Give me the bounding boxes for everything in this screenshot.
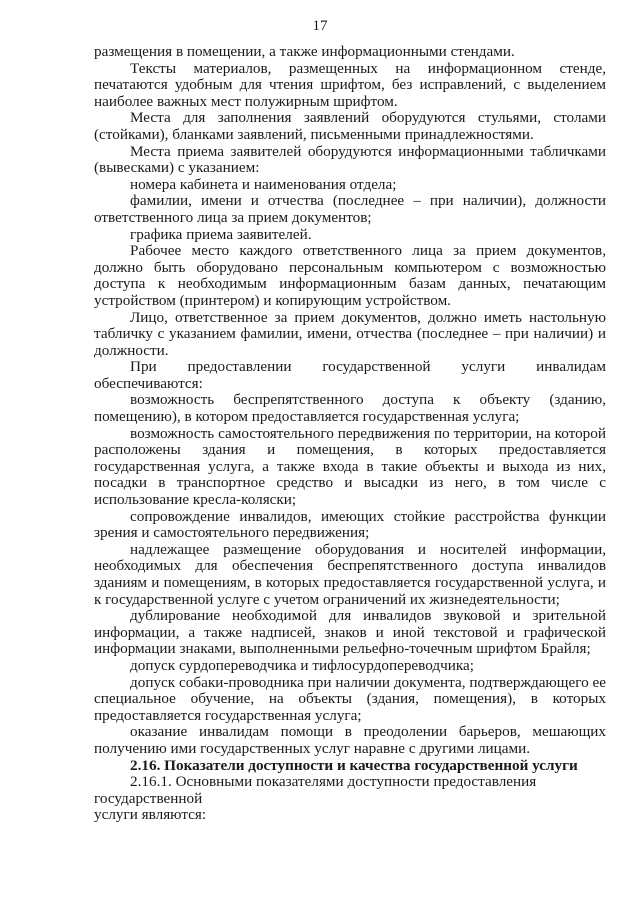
list-item: возможность беспрепятственного доступа к объекту (зданию, помещению), в котором предоставляется государственная услуга;	[94, 391, 606, 426]
paragraph: Места для заполнения заявлений оборудуются стульями, столами (стойками), бланками заявлений, письменными принадлежностями.	[94, 109, 606, 143]
list-item: оказание инвалидам помощи в преодолении барьеров, мешающих получению ими государственных услуг наравне с другими лицами.	[94, 723, 606, 757]
document-body	[94, 44, 606, 824]
paragraph: Тексты материалов, размещенных на информационном стенде, печатаются удобным для чтения шрифтом, без исправлений, с выделением наиболее важных мест полужирным шрифтом.	[94, 59, 606, 110]
list-item: графика приема заявителей.	[130, 225, 312, 243]
page-number: 17	[312, 18, 328, 34]
section-heading: 2.16. Показатели доступности и качества государственной услуги	[130, 756, 578, 774]
list-item: допуск собаки-проводника при наличии документа, подтверждающего ее специальное обучение, на объекты (здания, помещения), в которых предоставляется государственная услуга;	[94, 673, 606, 724]
list-item: сопровождение инвалидов, имеющих стойкие расстройства функции зрения и самостоятельного передвижения;	[94, 507, 606, 542]
subsection-continuation: услуги являются:	[94, 806, 207, 824]
subsection-paragraph: 2.16.1. Основными показателями доступности предоставления государственной	[94, 773, 537, 807]
paragraph: Места приема заявителей оборудуются информационными табличками (вывесками) с указанием:	[94, 142, 606, 177]
list-item: надлежащее размещение оборудования и носителей информации, необходимых для обеспечения беспрепятственного доступа инвалидов зданиям и помещениям, в которых предоставляется государственной услуга, и к государственной услуге с учетом ограничений их жизнедеятельности;	[94, 540, 606, 608]
paragraph: размещения в помещении, а также информационными стендами.	[94, 43, 515, 60]
paragraph: Лицо, ответственное за прием документов, должно иметь настольную табличку с указанием фамилии, имени, отчества (последнее – при наличии) и должности.	[94, 308, 606, 359]
paragraph: Рабочее место каждого ответственного лица за прием документов, должно быть оборудовано персональным компьютером с возможностью доступа к необходимым информационным базам данных, печатающим устройством (принтером) и копирующим устройством.	[94, 242, 606, 309]
list-item: допуск сурдопереводчика и тифлосурдопереводчика;	[130, 656, 474, 674]
list-item: дублирование необходимой для инвалидов звуковой и зрительной информации, а также надписей, знаков и иной текстовой и графической информации знаками, выполненными рельефно-точечным шрифтом Брайля;	[94, 607, 606, 658]
paragraph: При предоставлении государственной услуги инвалидам обеспечиваются:	[94, 358, 606, 392]
list-item: возможность самостоятельного передвижения по территории, на которой расположены здания и помещения, в которых предоставляется государственная услуга, а также входа в такие объекты и выхода из них, посадки в транспортное средство и высадки из него, в том числе с использование кресла-коляски;	[94, 424, 606, 509]
list-item: фамилии, имени и отчества (последнее – при наличии), должности ответственного лица за прием документов;	[94, 192, 606, 226]
list-item: номера кабинета и наименования отдела;	[130, 175, 397, 193]
